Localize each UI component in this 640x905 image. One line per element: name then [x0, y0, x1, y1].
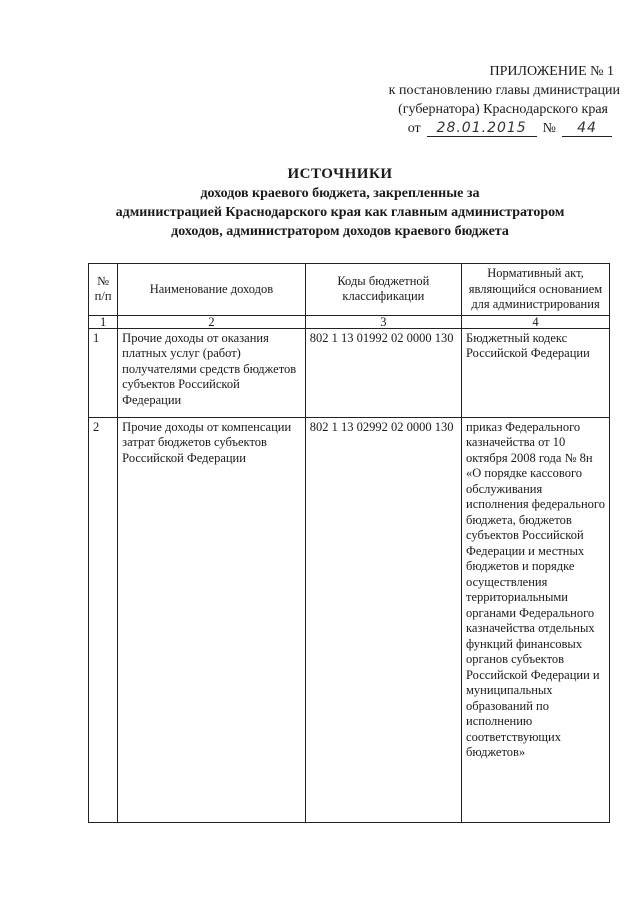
column-number: 4 — [462, 315, 610, 328]
column-number: 3 — [305, 315, 461, 328]
handwritten-date: 28.01.2015 — [427, 120, 537, 137]
document-title — [60, 165, 620, 241]
appendix-date-row — [330, 119, 620, 138]
header-number: № п/п — [89, 264, 118, 316]
header-normative-act: Нормативный акт, являющийся основанием для администрирования — [462, 264, 610, 316]
title-line-2: администрацией Краснодарского края как главным администратором — [115, 205, 565, 220]
appendix-governor-line: (губернатора) Краснодарского края — [398, 102, 608, 117]
row-budget-code: 802 1 13 02992 02 0000 130 — [305, 417, 461, 822]
title-line-1: доходов краевого бюджета, закрепленные за — [200, 186, 480, 201]
from-label: от — [407, 121, 421, 136]
column-number-row — [89, 315, 610, 328]
appendix-heading: ПРИЛОЖЕНИЕ № 1 — [489, 64, 614, 79]
header-budget-codes: Коды бюджетной классификации — [305, 264, 461, 316]
table-header-row — [89, 264, 610, 316]
appendix-resolution-line: к постановлению главы дминистрации — [388, 83, 620, 98]
row-budget-code: 802 1 13 01992 02 0000 130 — [305, 328, 461, 417]
row-income-name: Прочие доходы от компенсации затрат бюджетов субъектов Российской Федерации — [118, 417, 306, 822]
row-income-name: Прочие доходы от оказания платных услуг (работ) получателями средств бюджетов субъектов Российской Федерации — [118, 328, 306, 417]
row-number: 2 — [89, 417, 118, 822]
row-number: 1 — [89, 328, 118, 417]
row-normative-act: приказ Федерального казначейства от 10 октября 2008 года № 8н «О порядке кассового обслуживания исполнения федерального бюджета, бюджетов субъектов Российской Федерации и местных бюджетов и порядке осуществления территориальными органами Федерального казначейства отдельных функций финансовых органов субъектов Российской Федерации и муниципальных образований по исполнению соответствующих бюджетов» — [462, 417, 610, 822]
table-row — [89, 417, 610, 822]
appendix-block — [330, 62, 620, 138]
table-row — [89, 328, 610, 417]
column-number: 1 — [89, 315, 118, 328]
row-normative-act: Бюджетный кодекс Российской Федерации — [462, 328, 610, 417]
title-main: ИСТОЧНИКИ — [287, 166, 393, 182]
column-number: 2 — [118, 315, 306, 328]
title-line-3: доходов, администратором доходов краевого бюджета — [171, 224, 509, 239]
income-sources-table — [88, 263, 610, 823]
number-label: № — [542, 121, 556, 136]
handwritten-number: 44 — [562, 120, 612, 137]
header-income-name: Наименование доходов — [118, 264, 306, 316]
